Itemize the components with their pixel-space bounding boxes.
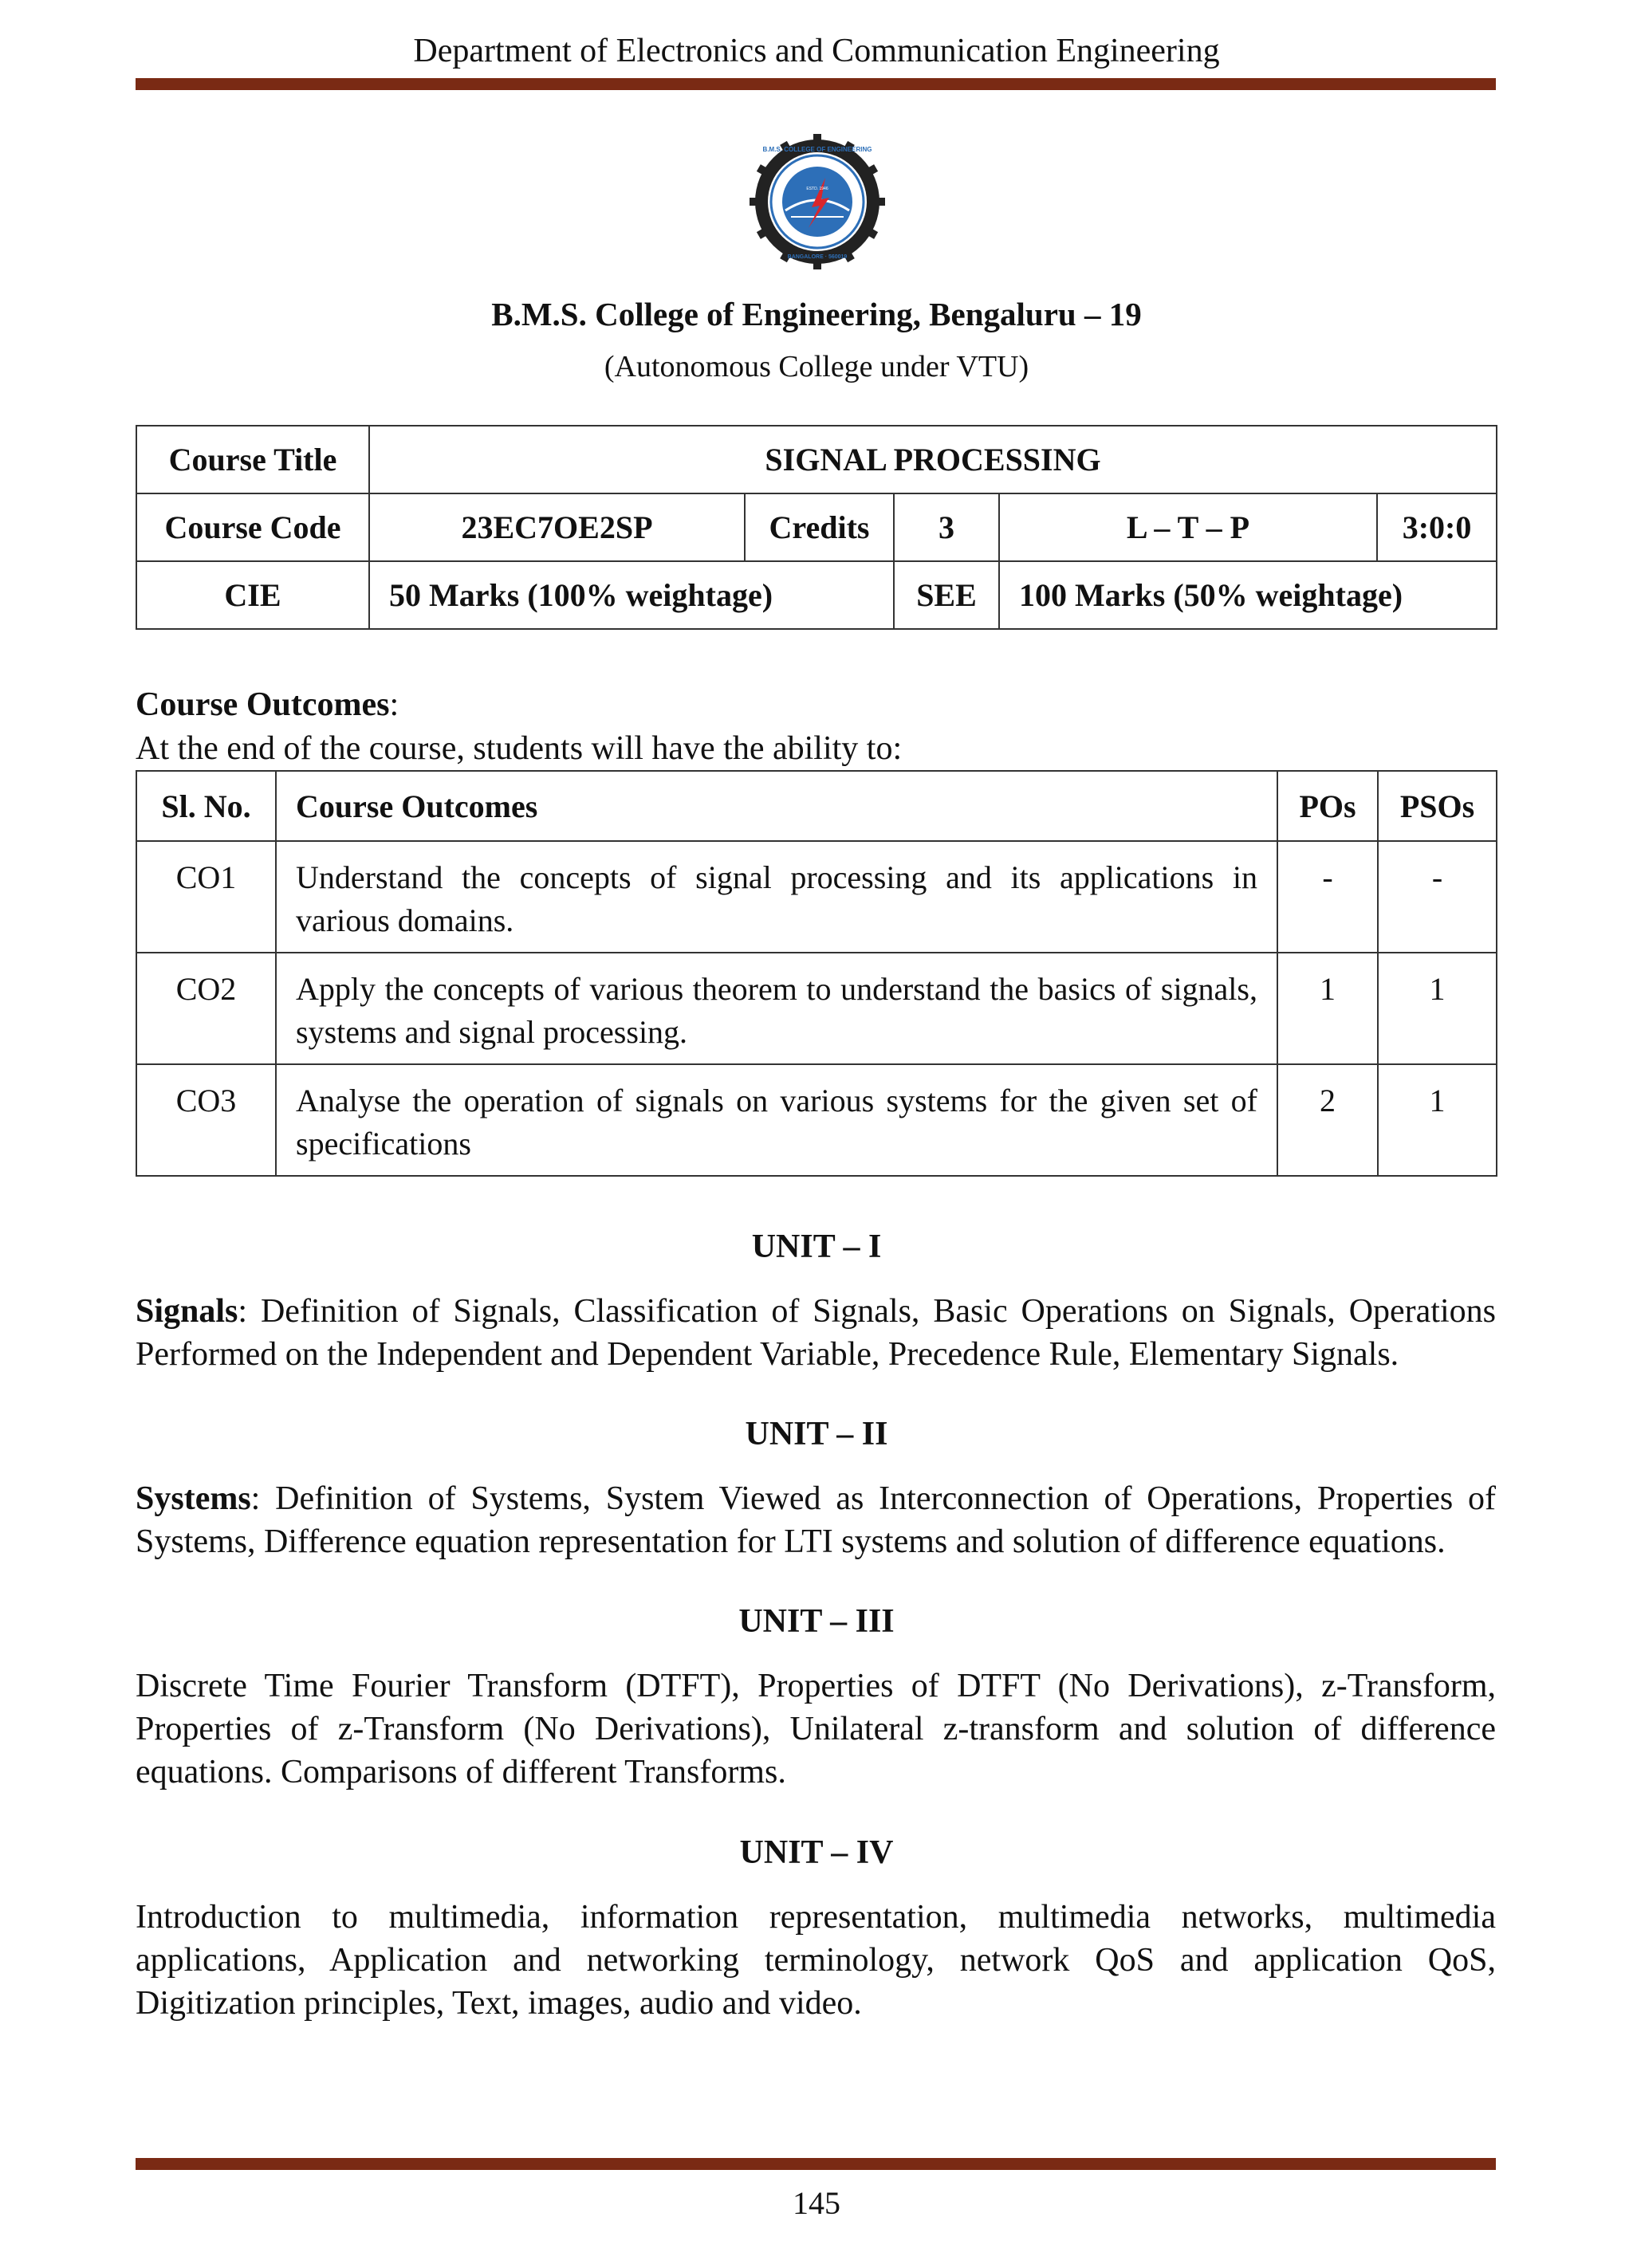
table-row [136,1064,1497,1176]
course-code-label: Course Code [136,493,369,561]
col-header-psos: PSOs [1378,771,1497,841]
course-outcomes-heading: Course Outcomes: [136,686,399,723]
co-psos: 1 [1378,953,1497,1064]
college-name: B.M.S. College of Engineering, Bengaluru – 19 [491,296,1142,332]
see-value: 100 Marks (50% weightage) [999,561,1497,629]
co-pos: - [1277,841,1378,953]
table-row [136,953,1497,1064]
credits-label: Credits [745,493,894,561]
co-id: CO1 [136,841,276,953]
unit-1-title: UNIT – I [751,1228,882,1265]
co-pos: 1 [1277,953,1378,1064]
college-subtitle: (Autonomous College under VTU) [604,350,1029,383]
course-code-value: 23EC7OE2SP [369,493,745,561]
course-outcomes-table [136,770,1497,1177]
credits-value: 3 [894,493,999,561]
co-text: Analyse the operation of signals on various systems for the given set of specifications [276,1064,1277,1176]
marks-row [136,561,1497,629]
unit-4-title: UNIT – IV [739,1834,894,1871]
ltp-value: 3:0:0 [1377,493,1497,561]
table-row [136,841,1497,953]
co-id: CO3 [136,1064,276,1176]
see-label: SEE [894,561,999,629]
unit-2-body: Systems: Definition of Systems, System Viewed as Interconnection of Operations, Properties of Systems, Difference equation representation for LTI systems and solution of difference equations. [136,1480,1496,1560]
cie-label: CIE [136,561,369,629]
co-text: Understand the concepts of signal processing and its applications in various domains. [276,841,1277,953]
co-id: CO2 [136,953,276,1064]
course-code-row [136,493,1497,561]
page-number: 145 [793,2185,840,2221]
college-logo [750,134,885,269]
ltp-label: L – T – P [999,493,1377,561]
unit-1-body: Signals: Definition of Signals, Classification of Signals, Basic Operations on Signals, Operations Performed on the Independent and Dependent Variable, Precedence Rule, Elementary Signals. [136,1293,1496,1373]
svg-text:B.M.S. COLLEGE OF ENGINEERING: B.M.S. COLLEGE OF ENGINEERING [762,146,872,153]
unit-3-body: Discrete Time Fourier Transform (DTFT), Properties of DTFT (No Derivations), z-Transform, Properties of z-Transform (No Derivations), Unilateral z-transform and solution of difference equations. Comparisons of different Transforms. [136,1668,1496,1790]
course-title-row [136,426,1497,493]
header-rule [136,78,1496,90]
co-psos: 1 [1378,1064,1497,1176]
course-outcomes-intro: At the end of the course, students will have the ability to: [136,730,903,767]
co-psos: - [1378,841,1497,953]
page-header: Department of Electronics and Communication Engineering [413,33,1220,69]
unit-2-title: UNIT – II [745,1416,888,1452]
col-header-pos: POs [1277,771,1378,841]
co-text: Apply the concepts of various theorem to understand the basics of signals, systems and signal processing. [276,953,1277,1064]
unit-4-body: Introduction to multimedia, information representation, multimedia networks, multimedia applications, Application and networking terminology, network QoS and application QoS, Digitization principles, Text, images, audio and video. [136,1899,1496,2022]
svg-text:ESTD. 1946: ESTD. 1946 [806,187,828,191]
course-title-value: SIGNAL PROCESSING [369,426,1497,493]
co-pos: 2 [1277,1064,1378,1176]
cie-value: 50 Marks (100% weightage) [369,561,894,629]
col-header-outcomes: Course Outcomes [276,771,1277,841]
table-header-row [136,771,1497,841]
course-title-label: Course Title [136,426,369,493]
footer-rule [136,2158,1496,2170]
course-info-table [136,425,1497,630]
col-header-sl: Sl. No. [136,771,276,841]
unit-3-title: UNIT – III [738,1603,895,1640]
svg-text:BANGALORE · 560019: BANGALORE · 560019 [787,254,848,260]
